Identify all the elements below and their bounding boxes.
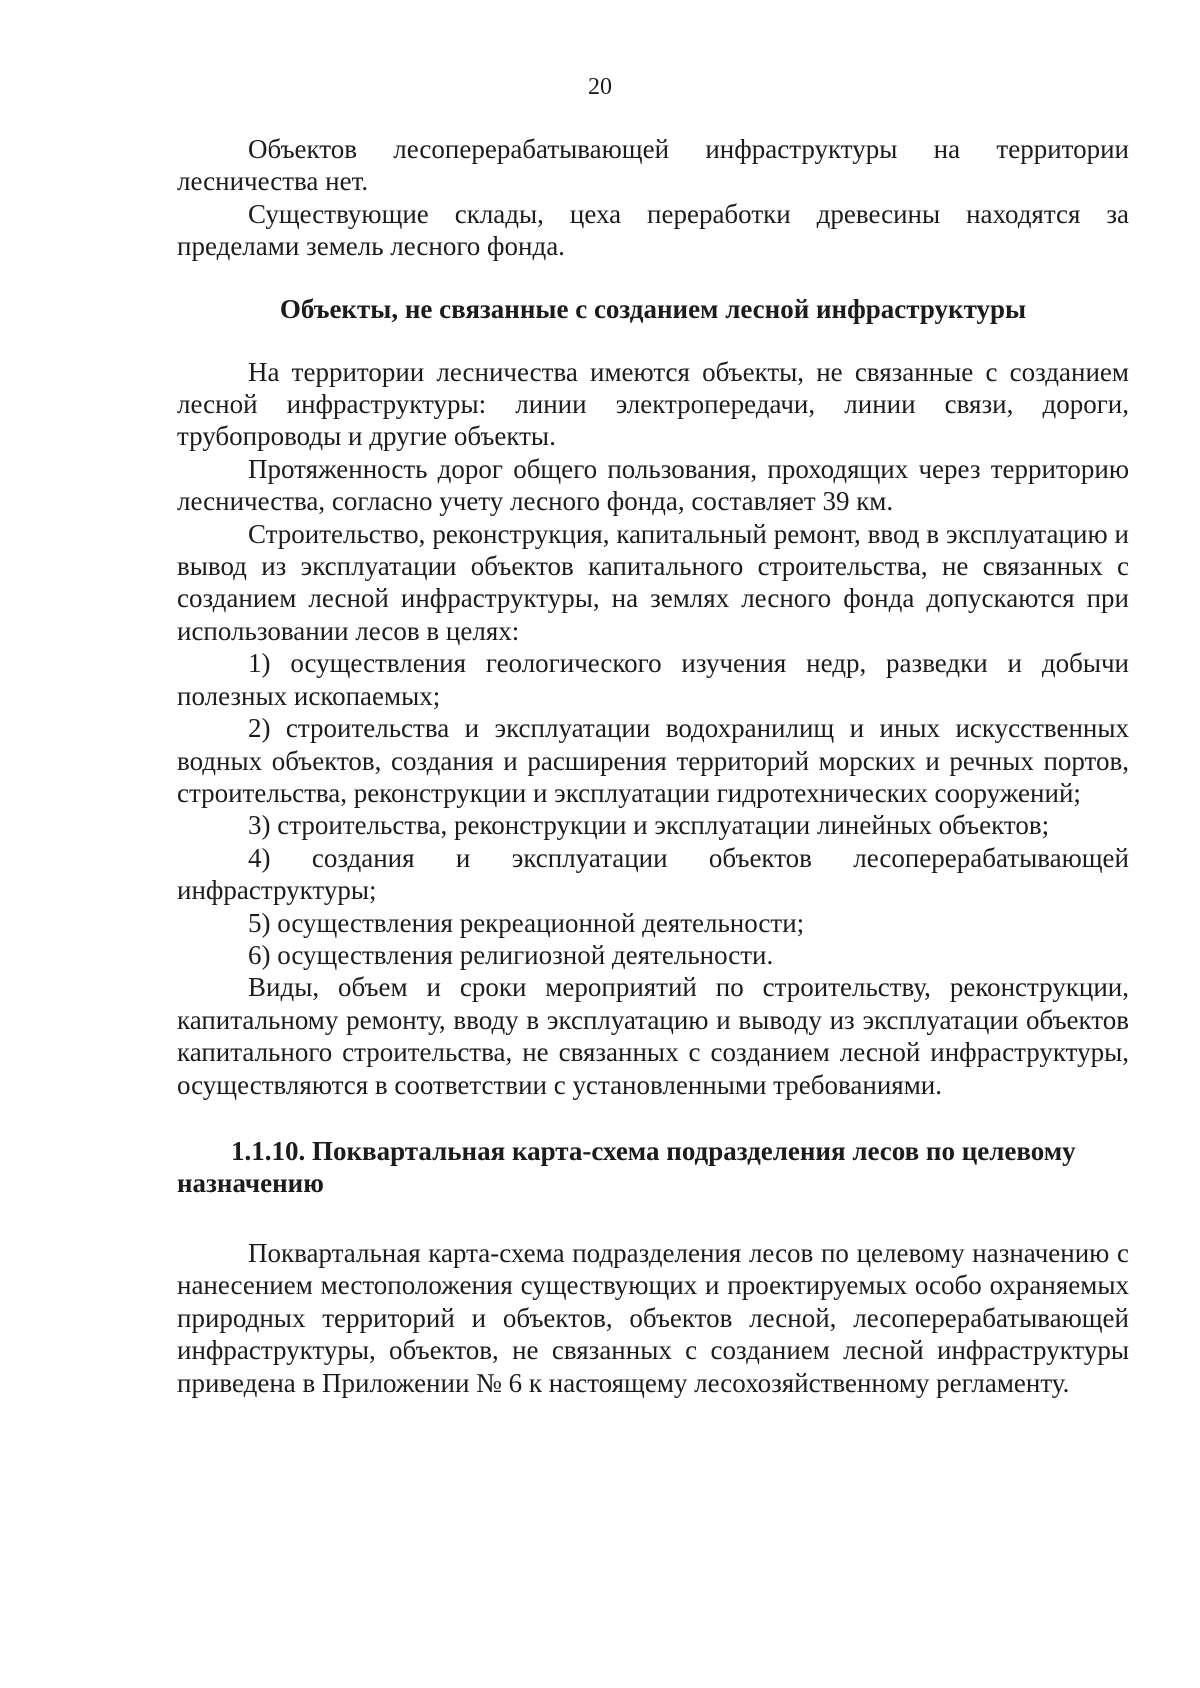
list-item: 2) строительства и эксплуатации водохранилищ и иных искусственных водных объектов, создания и расширения территорий морских и речных портов, строительства, реконструкции и эксплуатации гидротехнических сооружений; [177, 713, 1129, 808]
paragraph: Объектов лесоперерабатывающей инфраструктуры на территории лесничества нет. [177, 134, 1129, 197]
spacer [177, 325, 1129, 356]
spacer [177, 1101, 1129, 1135]
list-item: 4) создания и эксплуатации объектов лесоперерабатывающей инфраструктуры; [177, 842, 1129, 906]
list-item: 6) осуществления религиозной деятельности. [248, 939, 774, 970]
subsection-heading: 1.1.10. Поквартальная карта-схема подразделения лесов по целевому назначению [177, 1135, 1076, 1198]
section-heading: Объекты, не связанные с созданием лесной инфраструктуры [279, 293, 1027, 324]
page-number: 20 [588, 74, 612, 100]
paragraph: Поквартальная карта-схема подразделения лесов по целевому назначению с нанесением местоположения существующих и проектируемых особо охраняемых природных территорий и объектов, объектов лесной, лесоперерабатывающей инфраструктуры, объектов, не связанных с созданием лесной инфраструктуры приведена в Приложении № 6 к настоящему лесохозяйственному регламенту. [177, 1237, 1129, 1398]
paragraph: На территории лесничества имеются объекты, не связанные с созданием лесной инфраструктуры: линии электропередачи, линии связи, дороги, трубопроводы и другие объекты. [177, 356, 1129, 452]
paragraph: Строительство, реконструкция, капитальный ремонт, ввод в эксплуатацию и вывод из эксплуатации объектов капитального строительства, не связанных с созданием лесной инфраструктуры, на землях лесного фонда допускаются при использовании лесов в целях: [177, 518, 1129, 646]
spacer [177, 263, 1129, 293]
list-item: 5) осуществления рекреационной деятельности; [248, 907, 805, 938]
paragraph: Существующие склады, цеха переработки древесины находятся за пределами земель лесного фонда. [177, 198, 1129, 262]
paragraph: Виды, объем и сроки мероприятий по строительству, реконструкции, капитальному ремонту, вводу в эксплуатацию и выводу из эксплуатации объектов капитального строительства, не связанных с созданием лесной инфраструктуры, осуществляются в соответствии с установленными требованиями. [177, 972, 1129, 1100]
list-item: 3) строительства, реконструкции и эксплуатации линейных объектов; [248, 810, 1050, 841]
page-body [177, 133, 1129, 1399]
paragraph: Протяженность дорог общего пользования, проходящих через территорию лесничества, согласно учету лесного фонда, составляет 39 км. [177, 453, 1129, 517]
list-item: 1) осуществления геологического изучения недр, разведки и добычи полезных ископаемых; [177, 648, 1129, 711]
spacer [177, 1199, 1129, 1237]
